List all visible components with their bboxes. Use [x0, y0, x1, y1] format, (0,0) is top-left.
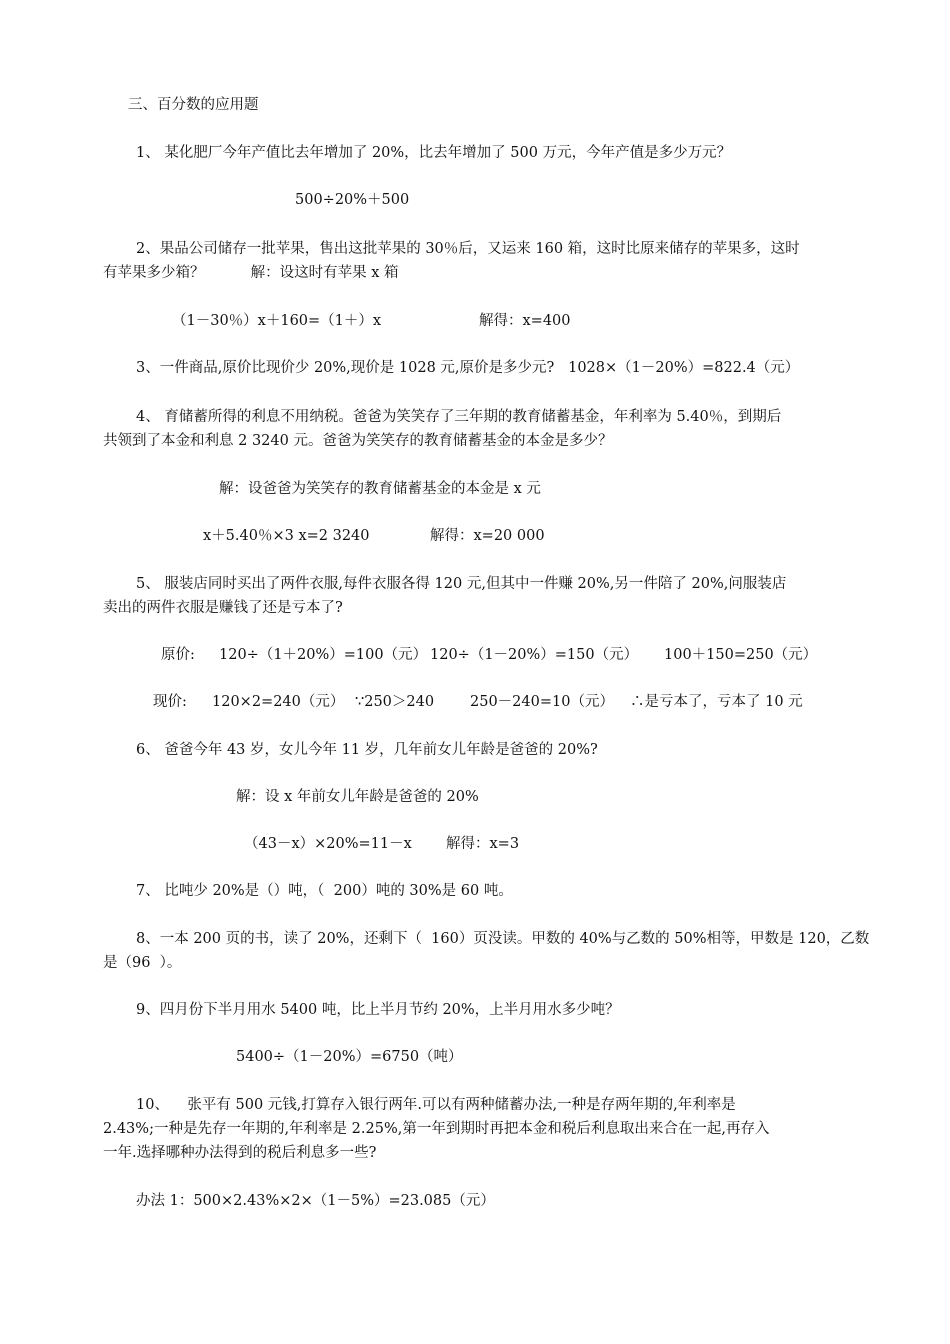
q5-question-line1: 5、 服装店同时买出了两件衣服,每件衣服各得 120 元,但其中一件赚 20%,另一件陪了 20%,问服装店 [136, 576, 787, 592]
section-title: 三、百分数的应用题 [128, 97, 259, 113]
q8-question-line2: 是（96 ）。 [103, 955, 182, 971]
q5-current-calc: 120×2=240（元） [212, 694, 345, 710]
q6-result: 解得：x=3 [446, 836, 520, 852]
q6-question: 6、 爸爸今年 43 岁，女儿今年 11 岁，几年前女儿年龄是爸爸的 20%? [136, 742, 598, 758]
q6-setup: 解：设 x 年前女儿年龄是爸爸的 20% [236, 789, 479, 805]
q10-question-line3: 一年.选择哪种办法得到的税后利息多一些? [103, 1145, 377, 1161]
q5-compare: ∵250＞240 [355, 694, 435, 710]
q8-question-line1: 8、一本 200 页的书，读了 20%，还剩下（ 160）页没读。甲数的 40%与乙数的 50%相等，甲数是 120，乙数 [136, 931, 870, 947]
q1-answer: 500÷20%＋500 [295, 192, 410, 208]
q4-result: 解得：x=20 000 [430, 528, 545, 544]
q4-equation: x＋5.40％×3 x=2 3240 [203, 528, 370, 544]
q5-conclusion: ∴是亏本了，亏本了 10 元 [630, 694, 803, 710]
q2-result: 解得：x=400 [479, 313, 571, 329]
q5-original-calc1: 120÷（1＋20%）=100（元） [219, 647, 428, 663]
q10-question-line1: 10、 张平有 500 元钱,打算存入银行两年.可以有两种储蓄办法,一种是存两年期的,年利率是 [136, 1097, 736, 1113]
q5-original-calc2: 120÷（1－20%）=150（元） [430, 647, 639, 663]
q7-question: 7、 比吨少 20%是（）吨，（ 200）吨的 30%是 60 吨。 [136, 883, 513, 899]
q9-question: 9、四月份下半月用水 5400 吨，比上半月节约 20%，上半月用水多少吨？ [136, 1002, 620, 1018]
q6-equation: （43－x）×20%=11－x [244, 836, 412, 852]
q2-question-line1: 2、果品公司储存一批苹果，售出这批苹果的 30％后，又运来 160 箱，这时比原来储存的苹果多，这时 [136, 241, 800, 257]
q5-difference: 250－240=10（元） [470, 694, 614, 710]
q4-setup: 解：设爸爸为笑笑存的教育储蓄基金的本金是 x 元 [219, 481, 541, 497]
q4-question-line2: 共领到了本金和利息 2 3240 元。爸爸为笑笑存的教育储蓄基金的本金是多少？ [103, 433, 613, 449]
q9-answer: 5400÷（1－20%）=6750（吨） [236, 1049, 463, 1065]
q10-method1: 办法 1：500×2.43%×2×（1－5%）=23.085（元） [136, 1193, 495, 1209]
q5-original-sum: 100＋150=250（元） [664, 647, 818, 663]
q2-equation: （1－30％）x＋160=（1＋）x [172, 313, 382, 329]
q2-question-line2: 有苹果多少箱？ 解：设这时有苹果 x 箱 [103, 265, 399, 281]
q4-question-line1: 4、 育储蓄所得的利息不用纳税。爸爸为笑笑存了三年期的教育储蓄基金，年利率为 5.40％，到期后 [136, 409, 782, 425]
q5-original-label: 原价: [161, 647, 195, 663]
q3-question: 3、一件商品,原价比现价少 20%,现价是 1028 元,原价是多少元? 1028×（1－20%）=822.4（元） [136, 360, 800, 376]
q5-current-label: 现价: [153, 694, 187, 710]
q10-question-line2: 2.43%;一种是先存一年期的,年利率是 2.25%,第一年到期时再把本金和税后利息取出来合在一起,再存入 [103, 1121, 770, 1137]
q5-question-line2: 卖出的两件衣服是赚钱了还是亏本了? [103, 600, 343, 616]
q1-question: 1、 某化肥厂今年产值比去年增加了 20%，比去年增加了 500 万元，今年产值是多少万元？ [136, 145, 732, 161]
